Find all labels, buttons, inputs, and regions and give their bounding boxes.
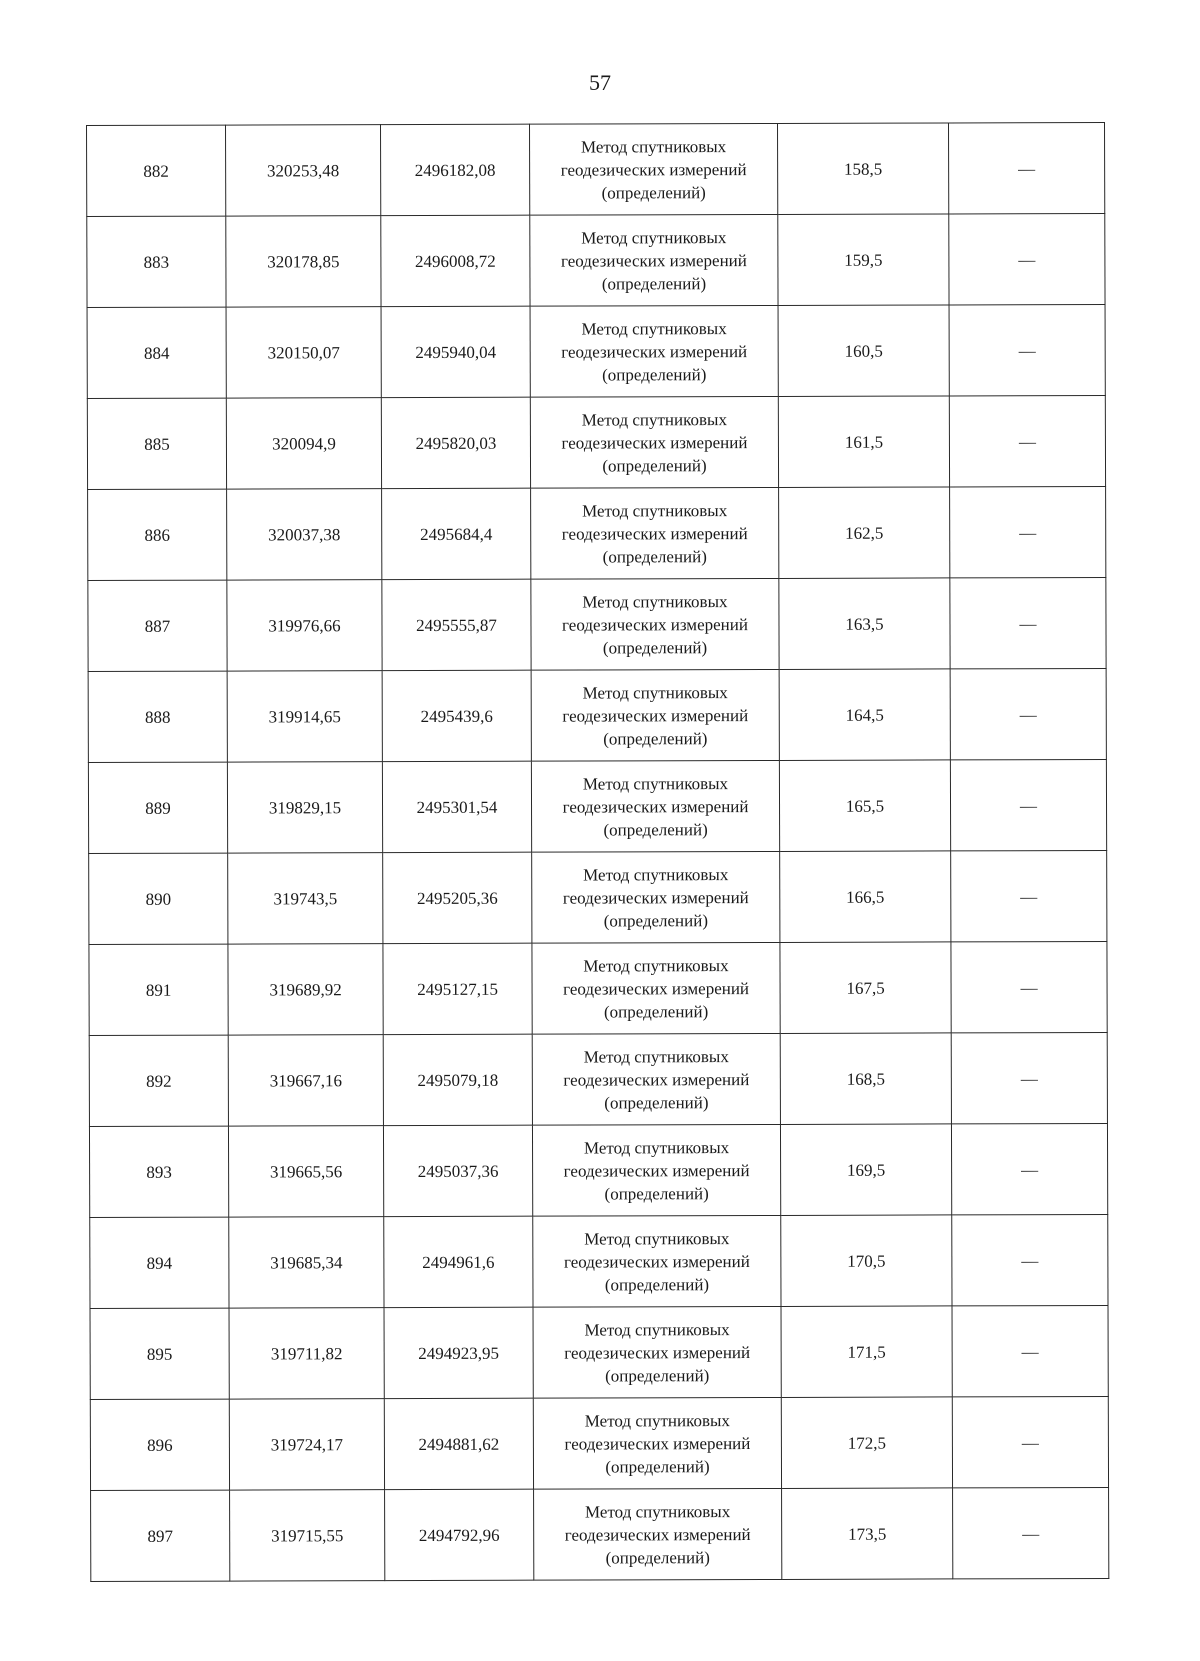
method-line: геодезических измерений: [564, 1524, 751, 1545]
method-line: геодезических измерений: [563, 1251, 750, 1272]
method-cell: [533, 1306, 781, 1398]
y-coordinate-cell: 2495037,36: [383, 1125, 532, 1216]
page-number: 57: [589, 70, 611, 95]
y-coordinate-cell: 2494881,62: [384, 1398, 533, 1489]
point-number-cell: 889: [88, 762, 227, 853]
point-number-cell: 891: [89, 944, 228, 1035]
note-cell: —: [952, 1396, 1108, 1487]
method-line: Метод спутниковых: [584, 1410, 730, 1431]
method-line: (определений): [603, 1001, 709, 1021]
method-cell: [534, 1488, 782, 1580]
method-cell: [531, 760, 779, 852]
point-number-cell: 888: [88, 671, 227, 762]
accuracy-value-cell: 172,5: [781, 1397, 952, 1489]
note-cell: —: [949, 395, 1105, 486]
x-coordinate-cell: 320037,38: [227, 489, 382, 580]
x-coordinate-cell: 319829,15: [227, 762, 382, 853]
y-coordinate-cell: 2495079,18: [383, 1034, 532, 1125]
table-row: [87, 213, 1105, 307]
x-coordinate-cell: 319685,34: [229, 1217, 384, 1308]
x-coordinate-cell: 319976,66: [227, 580, 382, 671]
accuracy-value-cell: 171,5: [781, 1306, 952, 1398]
method-cell: [533, 1215, 781, 1307]
method-line: (определений): [605, 1365, 710, 1385]
accuracy-value-cell: 158,5: [777, 123, 948, 215]
point-number-cell: 890: [89, 853, 228, 944]
y-coordinate-cell: 2495820,03: [381, 397, 530, 488]
point-number-cell: 885: [87, 398, 226, 489]
y-coordinate-cell: 2495439,6: [382, 670, 531, 761]
note-cell: —: [951, 941, 1107, 1032]
method-line: (определений): [603, 728, 708, 748]
method-line: геодезических измерений: [563, 1160, 750, 1181]
point-number-cell: 883: [87, 216, 226, 307]
method-line: (определений): [603, 819, 708, 839]
table-row: [88, 577, 1106, 671]
x-coordinate-cell: 320150,07: [226, 307, 381, 398]
y-coordinate-cell: 2495205,36: [383, 852, 532, 943]
method-line: (определений): [605, 1547, 710, 1567]
y-coordinate-cell: 2494923,95: [384, 1307, 533, 1398]
accuracy-value-cell: 170,5: [781, 1215, 952, 1307]
point-number-cell: 887: [88, 580, 227, 671]
method-line: (определений): [602, 637, 708, 657]
note-cell: —: [949, 213, 1105, 304]
point-number-cell: 895: [90, 1308, 229, 1399]
x-coordinate-cell: 320094,9: [226, 398, 381, 489]
method-line: (определений): [601, 273, 707, 293]
table-row: [87, 122, 1105, 216]
method-line: геодезических измерений: [564, 1342, 751, 1363]
method-line: геодезических измерений: [561, 523, 748, 544]
note-cell: —: [952, 1305, 1108, 1396]
accuracy-value-cell: 164,5: [779, 669, 950, 761]
table-row: [88, 668, 1106, 762]
note-cell: —: [948, 122, 1104, 213]
note-cell: —: [950, 668, 1106, 759]
point-number-cell: 884: [87, 307, 226, 398]
point-number-cell: 896: [90, 1399, 229, 1490]
method-line: (определений): [605, 1456, 710, 1476]
method-line: геодезических измерений: [563, 1069, 750, 1090]
method-line: Метод спутниковых: [583, 1046, 729, 1067]
accuracy-value-cell: 168,5: [780, 1033, 951, 1125]
x-coordinate-cell: 320253,48: [226, 125, 381, 216]
method-line: геодезических измерений: [562, 614, 748, 635]
method-cell: [532, 942, 780, 1034]
accuracy-value-cell: 160,5: [778, 305, 949, 397]
accuracy-value-cell: 162,5: [779, 487, 950, 579]
accuracy-value-cell: 173,5: [782, 1488, 953, 1580]
method-line: геодезических измерений: [561, 341, 748, 362]
method-line: (определений): [603, 910, 709, 930]
point-number-cell: 894: [90, 1217, 229, 1308]
method-line: (определений): [604, 1183, 709, 1203]
x-coordinate-cell: 319724,17: [229, 1399, 384, 1490]
method-cell: [532, 1124, 780, 1216]
note-cell: —: [950, 486, 1106, 577]
method-line: Метод спутниковых: [583, 955, 729, 976]
x-coordinate-cell: 319665,56: [228, 1126, 383, 1217]
method-line: (определений): [602, 364, 707, 384]
note-cell: —: [950, 759, 1106, 850]
method-line: Метод спутниковых: [582, 682, 728, 703]
method-line: Метод спутниковых: [580, 136, 727, 157]
method-line: Метод спутниковых: [583, 1137, 730, 1158]
method-line: Метод спутниковых: [584, 1319, 730, 1340]
y-coordinate-cell: 2494792,96: [385, 1489, 534, 1580]
y-coordinate-cell: 2496008,72: [381, 215, 530, 306]
method-cell: [531, 487, 779, 579]
table-row: [89, 1123, 1107, 1217]
table-row: [87, 304, 1105, 398]
method-line: Метод спутниковых: [582, 500, 728, 521]
x-coordinate-cell: 319689,92: [228, 944, 383, 1035]
y-coordinate-cell: 2495301,54: [382, 761, 531, 852]
coordinates-table-body: [87, 122, 1109, 1581]
table-row: [88, 759, 1106, 853]
y-coordinate-cell: 2495684,4: [382, 488, 531, 579]
table-row: [89, 850, 1107, 944]
x-coordinate-cell: 319711,82: [229, 1308, 384, 1399]
y-coordinate-cell: 2495127,15: [383, 943, 532, 1034]
method-line: геодезических измерений: [562, 705, 749, 726]
table-row: [90, 1396, 1108, 1490]
method-cell: [532, 851, 780, 943]
method-cell: [531, 669, 779, 761]
method-line: Метод спутниковых: [582, 591, 728, 612]
method-line: (определений): [602, 546, 707, 566]
table-row: [87, 395, 1105, 489]
note-cell: —: [953, 1487, 1109, 1578]
method-line: Метод спутниковых: [584, 1501, 731, 1522]
accuracy-value-cell: 169,5: [780, 1124, 951, 1216]
method-cell: [530, 396, 778, 488]
method-line: геодезических измерений: [561, 432, 748, 453]
table-row: [91, 1487, 1109, 1581]
table-row: [89, 941, 1107, 1035]
accuracy-value-cell: 163,5: [779, 578, 950, 670]
coordinates-table: [86, 122, 1109, 1582]
y-coordinate-cell: 2494961,6: [384, 1216, 533, 1307]
table-row: [89, 1032, 1107, 1126]
method-line: геодезических измерений: [560, 159, 747, 180]
method-line: (определений): [604, 1274, 710, 1294]
note-cell: —: [952, 1214, 1108, 1305]
method-line: (определений): [602, 455, 707, 475]
point-number-cell: 886: [88, 489, 227, 580]
accuracy-value-cell: 165,5: [779, 760, 950, 852]
method-line: геодезических измерений: [563, 978, 750, 999]
method-line: (определений): [604, 1092, 709, 1112]
method-line: Метод спутниковых: [581, 409, 727, 430]
method-cell: [530, 305, 778, 397]
point-number-cell: 893: [89, 1126, 228, 1217]
note-cell: —: [950, 577, 1106, 668]
table-row: [90, 1305, 1108, 1399]
method-line: Метод спутниковых: [581, 318, 727, 339]
method-cell: [529, 123, 777, 215]
method-line: Метод спутниковых: [581, 227, 727, 248]
y-coordinate-cell: 2495940,04: [381, 306, 530, 397]
x-coordinate-cell: 320178,85: [226, 216, 381, 307]
method-cell: [532, 1033, 780, 1125]
table-row: [88, 486, 1106, 580]
accuracy-value-cell: 161,5: [778, 396, 949, 488]
note-cell: —: [951, 1032, 1107, 1123]
accuracy-value-cell: 167,5: [780, 942, 951, 1034]
accuracy-value-cell: 166,5: [780, 851, 951, 943]
point-number-cell: 892: [89, 1035, 228, 1126]
method-cell: [530, 214, 778, 306]
x-coordinate-cell: 319914,65: [227, 671, 382, 762]
method-line: (определений): [601, 182, 706, 202]
method-cell: [531, 578, 779, 670]
note-cell: —: [949, 304, 1105, 395]
note-cell: —: [951, 1123, 1107, 1214]
x-coordinate-cell: 319743,5: [228, 853, 383, 944]
method-cell: [533, 1397, 781, 1489]
x-coordinate-cell: 319715,55: [230, 1490, 385, 1581]
method-line: геодезических измерений: [560, 250, 747, 271]
method-line: геодезических измерений: [562, 887, 749, 908]
method-line: геодезических измерений: [564, 1433, 751, 1454]
accuracy-value-cell: 159,5: [778, 214, 949, 306]
point-number-cell: 897: [91, 1490, 230, 1581]
method-line: Метод спутниковых: [582, 773, 729, 794]
point-number-cell: 882: [87, 125, 226, 216]
method-line: Метод спутниковых: [584, 1228, 730, 1249]
y-coordinate-cell: 2495555,87: [382, 579, 531, 670]
table-row: [90, 1214, 1108, 1308]
x-coordinate-cell: 319667,16: [228, 1035, 383, 1126]
method-line: Метод спутниковых: [583, 864, 729, 885]
method-line: геодезических измерений: [562, 796, 749, 817]
note-cell: —: [951, 850, 1107, 941]
y-coordinate-cell: 2496182,08: [381, 124, 530, 215]
